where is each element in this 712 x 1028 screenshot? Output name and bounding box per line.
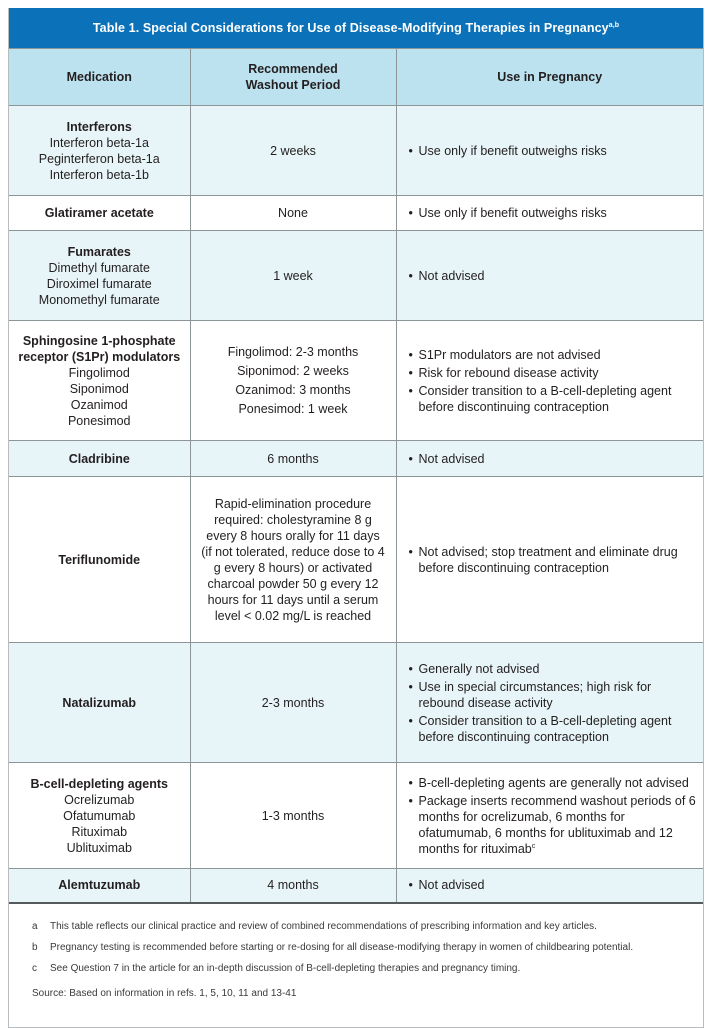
use-text-content: Consider transition to a B-cell-depleting agent before discontinuing contraception [418, 713, 672, 744]
washout-value: 2-3 months [261, 695, 325, 710]
use-text-content: Generally not advised [418, 661, 540, 676]
washout-cell [190, 477, 396, 643]
use-text [419, 347, 698, 363]
bullet-icon: • [408, 143, 413, 158]
bullet-icon: • [408, 679, 413, 694]
medication-group-name: Fumarates [67, 244, 131, 259]
medication-cell [9, 321, 190, 441]
footnote-text: Pregnancy testing is recommended before starting or re-dosing for all disease-modifying therapy in women of childbearing potential. [50, 941, 634, 953]
washout-value: Ozanimod: 3 months [235, 383, 351, 397]
use-bullet-item [409, 877, 698, 893]
use-text [419, 775, 698, 791]
washout-cell [190, 643, 396, 763]
bullet-icon: • [408, 206, 413, 220]
table-row [9, 763, 703, 869]
washout-cell [190, 231, 396, 321]
medication-cell [9, 106, 190, 196]
medication-group-name: Cladribine [68, 451, 130, 466]
use-text [419, 679, 698, 711]
washout-value: Rapid-elimination procedure required: cholestyramine 8 g every 8 hours orally for 11 days (if not tolerated, reduce dose to 4 g every 8 hours) or activated charcoal powder 50 g every 12 hours for 11 days until a serum level < 0.02 mg/L is reached [201, 496, 385, 623]
use-bullet-item [409, 205, 698, 221]
bullet-icon: • [408, 383, 413, 398]
header-use-in-pregnancy: Use in Pregnancy [396, 49, 703, 106]
use-bullet-item [409, 793, 698, 857]
use-bullet-item [409, 661, 698, 677]
medication-item: Diroximel fumarate [46, 276, 152, 291]
table-row [9, 321, 703, 441]
medication-item: Rituximab [71, 824, 128, 839]
footnote-letter: b [32, 941, 38, 953]
washout-cell [190, 441, 396, 477]
bullet-icon: • [408, 347, 413, 362]
use-cell [396, 321, 703, 441]
header-row [9, 49, 703, 106]
medication-item: Interferon beta-1b [49, 167, 149, 182]
medication-item: Interferon beta-1a [49, 135, 149, 150]
footnote-letter: c [32, 962, 37, 974]
use-bullet-item [409, 713, 698, 745]
medication-group-name: Alemtuzumab [58, 878, 141, 893]
use-text [419, 713, 698, 745]
medication-group-name: B-cell-depleting agents [30, 776, 169, 791]
medication-item: Ublituximab [66, 840, 132, 855]
use-text [419, 877, 698, 893]
table-title [9, 8, 703, 48]
medication-item: Monomethyl fumarate [38, 292, 160, 307]
header-washout-line2: Washout Period [245, 78, 341, 92]
medication-cell [9, 196, 190, 231]
footnote-marker: c [531, 842, 536, 850]
use-bullet-item [409, 775, 698, 791]
bullet-icon: • [408, 775, 413, 790]
medication-item: Ponesimod [67, 413, 131, 428]
table-row [9, 477, 703, 643]
use-cell [396, 231, 703, 321]
medication-item: Ozanimod [70, 397, 128, 412]
medication-item: Dimethyl fumarate [48, 260, 150, 275]
table-row [9, 196, 703, 231]
washout-value: Ponesimod: 1 week [238, 402, 348, 416]
washout-value: None [278, 206, 308, 220]
use-text-content: Use only if benefit outweighs risks [418, 143, 607, 158]
use-text [419, 661, 698, 677]
footnote-letter: a [32, 920, 38, 932]
medication-cell [9, 477, 190, 643]
bullet-icon: • [408, 793, 413, 808]
bullet-icon: • [408, 365, 413, 380]
use-cell [396, 763, 703, 869]
use-text [419, 365, 698, 381]
footnote [32, 920, 703, 934]
bullet-icon: • [408, 713, 413, 728]
use-bullet-item [409, 268, 698, 284]
use-text-content: Consider transition to a B-cell-depleting agent before discontinuing contraception [418, 383, 672, 414]
header-washout-line1: Recommended [248, 62, 338, 76]
use-text [419, 544, 698, 576]
medication-group-name: Glatiramer acetate [44, 206, 154, 220]
use-text [419, 143, 698, 159]
use-bullet-item [409, 347, 698, 363]
washout-value: 6 months [267, 451, 319, 466]
medication-group-name: Teriflunomide [58, 552, 141, 567]
medication-cell [9, 643, 190, 763]
use-text [419, 205, 698, 221]
source-note: Source: Based on information in refs. 1, 5, 10, 11 and 13-41 [32, 987, 297, 999]
medication-group-name: Natalizumab [62, 695, 137, 710]
use-text-content: Use only if benefit outweighs risks [418, 206, 607, 220]
table-row [9, 231, 703, 321]
use-text-content: Not advised [418, 878, 485, 893]
use-text [419, 383, 698, 415]
use-text [419, 451, 698, 467]
medication-group-name: Interferons [66, 119, 132, 134]
title-footnote-marker: a,b [608, 21, 620, 29]
medication-item: Siponimod [69, 381, 129, 396]
washout-cell [190, 106, 396, 196]
use-text-content: Not advised; stop treatment and eliminate drug before discontinuing contraception [418, 544, 678, 575]
use-cell [396, 643, 703, 763]
use-bullet-item [409, 143, 698, 159]
use-text-content: Package inserts recommend washout periods of 6 months for ocrelizumab, 6 months for ofatumumab, 6 months for ublituximab and 12 months for rituximab [418, 793, 696, 856]
use-text [419, 793, 698, 857]
footnotes [9, 904, 703, 1027]
bullet-icon: • [408, 661, 413, 676]
medication-cell [9, 763, 190, 869]
washout-value: 1 week [273, 268, 313, 283]
use-bullet-item [409, 365, 698, 381]
use-bullet-item [409, 451, 698, 467]
use-text-content: Not advised [418, 268, 485, 283]
medication-cell [9, 231, 190, 321]
washout-value: Fingolimod: 2-3 months [227, 345, 359, 359]
use-text-content: S1Pr modulators are not advised [418, 347, 601, 362]
use-bullet-item [409, 383, 698, 415]
use-text-content: Not advised [418, 451, 485, 466]
washout-value: 1-3 months [261, 808, 325, 823]
washout-value: 4 months [267, 878, 319, 893]
table-title-text: Table 1. Special Considerations for Use of Disease-Modifying Therapies in Pregnancy [92, 21, 609, 35]
washout-cell [190, 196, 396, 231]
use-cell [396, 196, 703, 231]
use-text-content: B-cell-depleting agents are generally not advised [418, 775, 689, 790]
bullet-icon: • [408, 268, 413, 283]
footnote [32, 941, 703, 955]
washout-value: Siponimod: 2 weeks [237, 364, 349, 378]
bullet-icon: • [408, 451, 413, 466]
use-cell [396, 106, 703, 196]
table-container [8, 8, 704, 1028]
header-medication: Medication [9, 49, 190, 106]
table-row [9, 643, 703, 763]
table-row [9, 106, 703, 196]
medication-group-name: Sphingosine 1-phosphate receptor (S1Pr) modulators [18, 333, 181, 364]
use-cell [396, 441, 703, 477]
table-row [9, 869, 703, 903]
footnote [32, 962, 703, 976]
use-bullet-item [409, 544, 698, 576]
use-bullet-item [409, 679, 698, 711]
footnote-text: This table reflects our clinical practice and review of combined recommendations of prescribing information and key articles. [50, 920, 597, 932]
table-row [9, 441, 703, 477]
medication-item: Ofatumumab [63, 808, 136, 823]
use-text-content: Risk for rebound disease activity [418, 365, 599, 380]
washout-cell [190, 869, 396, 903]
therapies-table [9, 48, 703, 904]
use-text [419, 268, 698, 284]
medication-item: Ocrelizumab [64, 792, 135, 807]
use-cell [396, 477, 703, 643]
medication-cell [9, 441, 190, 477]
medication-item: Peginterferon beta-1a [38, 151, 160, 166]
washout-cell [190, 321, 396, 441]
use-cell [396, 869, 703, 903]
washout-cell [190, 763, 396, 869]
header-washout [190, 49, 396, 106]
bullet-icon: • [408, 878, 413, 893]
use-text-content: Use in special circumstances; high risk for rebound disease activity [418, 679, 652, 710]
washout-value: 2 weeks [270, 143, 316, 158]
footnote-text: See Question 7 in the article for an in-depth discussion of B-cell-depleting therapies and pregnancy timing. [50, 962, 521, 974]
bullet-icon: • [408, 544, 413, 559]
medication-item: Fingolimod [68, 365, 130, 380]
medication-cell [9, 869, 190, 903]
